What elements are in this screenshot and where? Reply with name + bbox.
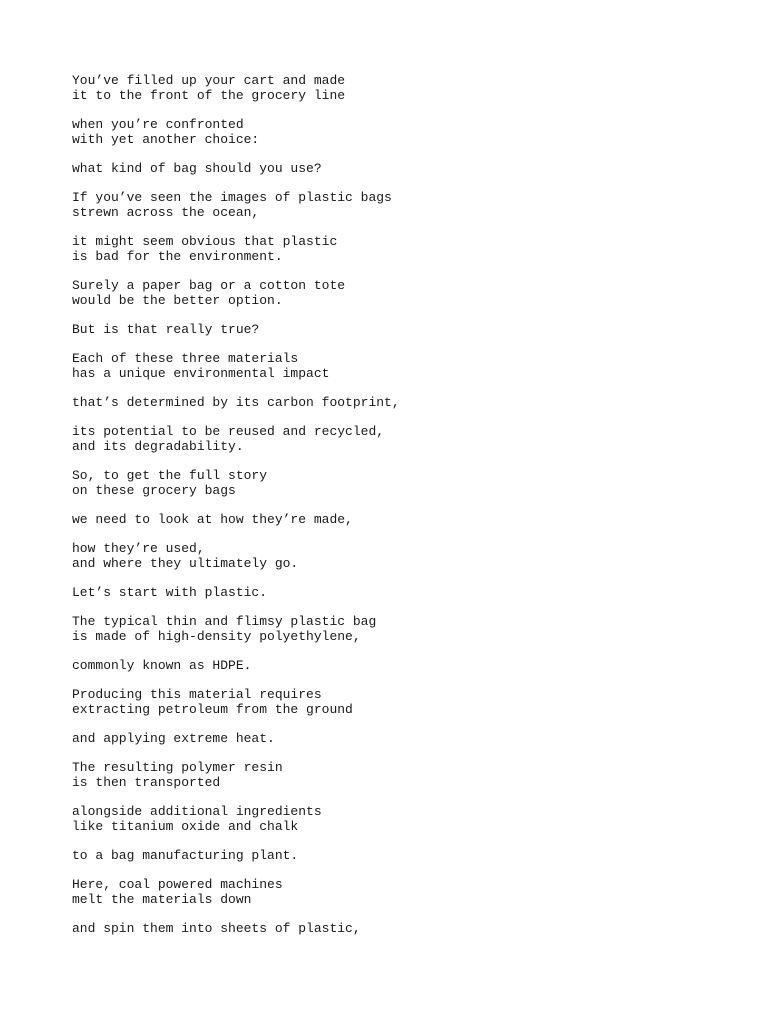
text-line: So, to get the full story — [72, 468, 268, 483]
text-line: has a unique environmental impact — [72, 366, 330, 381]
text-line: Let’s start with plastic. — [72, 585, 268, 600]
text-line: its potential to be reused and recycled, — [72, 424, 385, 439]
text-line: alongside additional ingredients — [72, 804, 322, 819]
paragraph — [72, 585, 712, 600]
text-line: and spin them into sheets of plastic, — [72, 921, 361, 936]
paragraph — [72, 687, 712, 717]
paragraph — [72, 731, 712, 746]
paragraph — [72, 512, 712, 527]
paragraph — [72, 468, 712, 498]
paragraph — [72, 234, 712, 264]
text-line: The resulting polymer resin — [72, 760, 283, 775]
text-line: to a bag manufacturing plant. — [72, 848, 299, 863]
text-line: Each of these three materials — [72, 351, 299, 366]
text-line: on these grocery bags — [72, 483, 236, 498]
text-line: would be the better option. — [72, 293, 283, 308]
text-line: The typical thin and flimsy plastic bag — [72, 614, 377, 629]
text-line: melt the materials down — [72, 892, 252, 907]
paragraph — [72, 658, 712, 673]
paragraph — [72, 117, 712, 147]
text-line: commonly known as HDPE. — [72, 658, 252, 673]
paragraph — [72, 161, 712, 176]
text-line: You’ve filled up your cart and made — [72, 73, 346, 88]
paragraph — [72, 73, 712, 103]
paragraph — [72, 804, 712, 834]
text-line: that’s determined by its carbon footprint, — [72, 395, 400, 410]
text-line: when you’re confronted — [72, 117, 244, 132]
paragraph — [72, 395, 712, 410]
text-line: how they’re used, — [72, 541, 205, 556]
paragraph — [72, 760, 712, 790]
text-line: what kind of bag should you use? — [72, 161, 322, 176]
paragraph — [72, 424, 712, 454]
text-line: is bad for the environment. — [72, 249, 283, 264]
paragraph — [72, 614, 712, 644]
paragraph — [72, 848, 712, 863]
paragraph — [72, 322, 712, 337]
text-line: is then transported — [72, 775, 221, 790]
text-line: is made of high-density polyethylene, — [72, 629, 361, 644]
text-line: and applying extreme heat. — [72, 731, 275, 746]
text-line: Producing this material requires — [72, 687, 322, 702]
text-line: extracting petroleum from the ground — [72, 702, 353, 717]
text-line: If you’ve seen the images of plastic bags — [72, 190, 392, 205]
paragraph — [72, 877, 712, 907]
text-line: we need to look at how they’re made, — [72, 512, 353, 527]
text-line: strewn across the ocean, — [72, 205, 260, 220]
paragraph — [72, 541, 712, 571]
text-line: Surely a paper bag or a cotton tote — [72, 278, 346, 293]
text-line: like titanium oxide and chalk — [72, 819, 299, 834]
text-line: But is that really true? — [72, 322, 260, 337]
text-line: and its degradability. — [72, 439, 244, 454]
text-line: and where they ultimately go. — [72, 556, 299, 571]
document-body — [72, 73, 712, 950]
text-line: with yet another choice: — [72, 132, 260, 147]
paragraph — [72, 278, 712, 308]
text-line: it might seem obvious that plastic — [72, 234, 338, 249]
paragraph — [72, 190, 712, 220]
paragraph — [72, 921, 712, 936]
text-line: it to the front of the grocery line — [72, 88, 346, 103]
text-line: Here, coal powered machines — [72, 877, 283, 892]
paragraph — [72, 351, 712, 381]
